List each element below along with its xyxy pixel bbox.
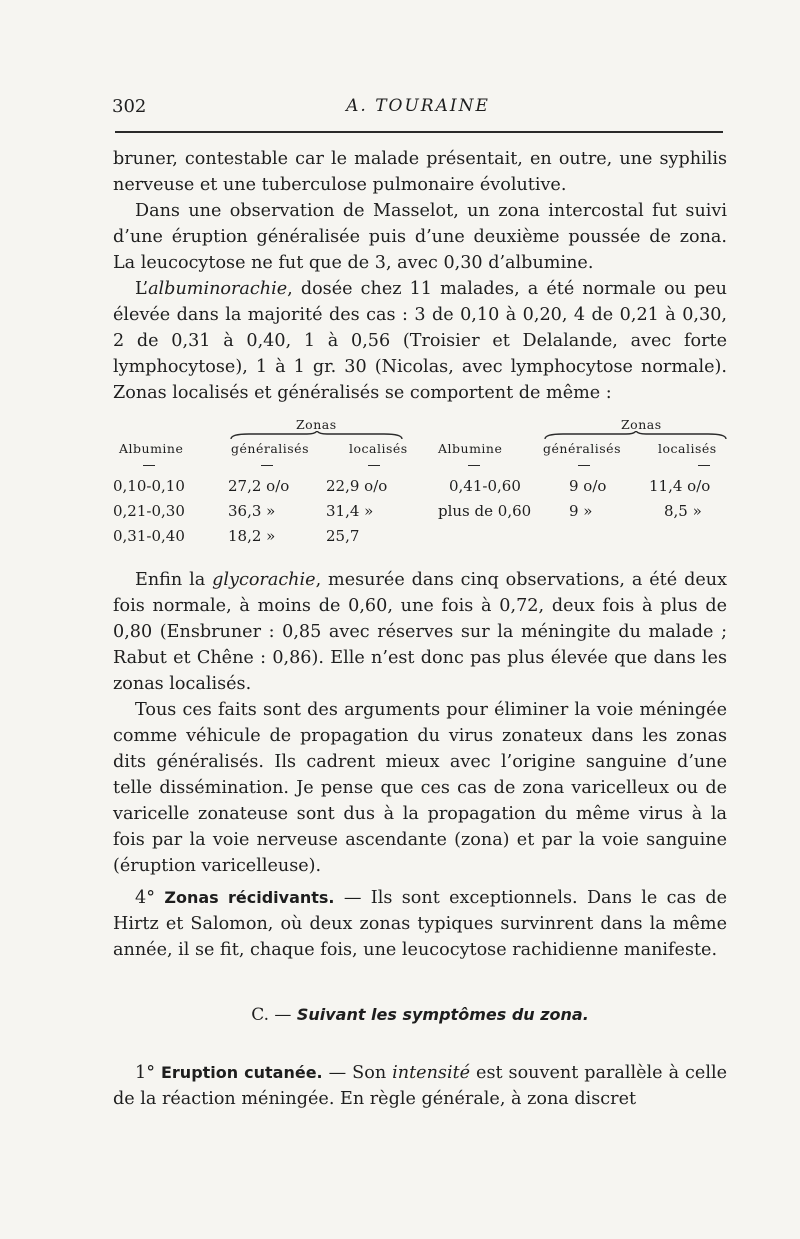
term-albuminorachie: albuminorachie bbox=[148, 279, 288, 299]
left-col-albumine: Albumine bbox=[119, 441, 184, 456]
paragraph-albuminorachie bbox=[113, 276, 727, 406]
para7-number: 1° bbox=[135, 1063, 155, 1083]
paragraph-zonas-recidivants bbox=[113, 885, 727, 963]
para3-prefix: L’ bbox=[135, 279, 149, 299]
right-col-generalises: généralisés bbox=[543, 441, 621, 456]
heading-zonas-recidivants: Zonas récidivants. bbox=[164, 888, 335, 907]
paragraph-continuation bbox=[113, 146, 727, 198]
left-row-2-albumine: 0,21-0,30 bbox=[113, 502, 185, 520]
left-row-1-albumine: 0,10-0,10 bbox=[113, 477, 185, 495]
page-header bbox=[112, 96, 724, 126]
right-row-2-albumine: plus de 0,60 bbox=[438, 502, 532, 520]
header-rule bbox=[115, 131, 723, 133]
left-dash bbox=[143, 465, 155, 466]
paragraph-masselot bbox=[113, 198, 727, 276]
left-dash bbox=[368, 465, 380, 466]
para6-text: — Ils sont exceptionnels. Dans le cas de Hirtz et Salomon, où deux zonas typiques survinrent dans la même année, il se fit, chaque fois, une leucocytose rachidienne manifeste. bbox=[113, 888, 728, 960]
right-group-label: Zonas bbox=[621, 417, 662, 432]
left-group-label: Zonas bbox=[296, 417, 337, 432]
right-row-2-loc: 8,5 » bbox=[664, 502, 702, 520]
para7-text: est souvent parallèle à celle de la réaction méningée. En règle générale, à zona discret bbox=[113, 1063, 727, 1109]
left-dash bbox=[261, 465, 273, 466]
left-col-localises: localisés bbox=[349, 441, 408, 456]
right-col-albumine: Albumine bbox=[438, 441, 503, 456]
right-group-brace bbox=[543, 431, 728, 441]
paragraph-conclusion bbox=[113, 697, 727, 879]
right-dash bbox=[578, 465, 590, 466]
para7-mid: — Son bbox=[322, 1063, 393, 1083]
heading-eruption-cutanee: Eruption cutanée. bbox=[160, 1063, 323, 1082]
paragraph-glycorachie bbox=[113, 567, 727, 697]
right-row-1-loc: 11,4 o/o bbox=[649, 477, 711, 495]
left-row-1-loc: 22,9 o/o bbox=[326, 477, 388, 495]
paragraph-eruption bbox=[113, 1060, 727, 1112]
right-col-localises: localisés bbox=[658, 441, 717, 456]
para2-text: Dans une observation de Masselot, un zona intercostal fut suivi d’une éruption généralisée puis d’une deuxième poussée de zona. La leucocytose ne fut que de 3, avec 0,30 d’albumine. bbox=[113, 201, 727, 273]
section-letter: C. — bbox=[251, 1005, 292, 1025]
right-dash bbox=[468, 465, 480, 466]
left-row-3-gen: 18,2 » bbox=[228, 527, 276, 545]
right-row-1-albumine: 0,41-0,60 bbox=[449, 477, 521, 495]
term-glycorachie: glycorachie bbox=[212, 570, 316, 590]
section-title: Suivant les symptômes du zona. bbox=[296, 1005, 589, 1024]
section-heading bbox=[113, 1005, 727, 1025]
left-row-2-loc: 31,4 » bbox=[326, 502, 374, 520]
para6-number: 4° bbox=[135, 888, 155, 908]
para1-text: bruner, contestable car le malade présentait, en outre, une syphilis nerveuse et une tuberculose pulmonaire évolutive. bbox=[113, 149, 727, 195]
left-row-3-loc: 25,7 bbox=[326, 527, 360, 545]
right-row-2-gen: 9 » bbox=[569, 502, 593, 520]
page-number: 302 bbox=[112, 96, 147, 117]
albumine-table bbox=[113, 415, 733, 555]
left-row-2-gen: 36,3 » bbox=[228, 502, 276, 520]
para5-text: Tous ces faits sont des arguments pour éliminer la voie méningée comme véhicule de propagation du virus zonateux dans les zonas dits généralisés. Ils cadrent mieux avec l’origine sanguine d’une telle dissémination. Je pense que ces cas de zona varicelleux ou de varicelle zonateuse sont dus à la propagation du même virus à la fois par la voie nerveuse ascendante (zona) et par la voie sanguine (éruption varicelleuse). bbox=[113, 700, 727, 876]
right-dash bbox=[698, 465, 710, 466]
para4-text: , mesurée dans cinq observations, a été deux fois normale, à moins de 0,60, une fois à 0,72, deux fois à plus de 0,80 (Ensbruner : 0,85 avec réserves sur la méningite du malade ; Rabut et Chêne : 0,86). Elle n’est donc pas plus élevée que dans les zonas localisés. bbox=[113, 570, 727, 694]
right-row-1-gen: 9 o/o bbox=[569, 477, 607, 495]
left-col-generalises: généralisés bbox=[231, 441, 309, 456]
para4-prefix: Enfin la bbox=[135, 570, 213, 590]
left-row-3-albumine: 0,31-0,40 bbox=[113, 527, 185, 545]
left-row-1-gen: 27,2 o/o bbox=[228, 477, 290, 495]
running-head: A. TOURAINE bbox=[346, 96, 490, 116]
para3-text: , dosée chez 11 malades, a été normale ou peu élevée dans la majorité des cas : 3 de 0,10 à 0,20, 4 de 0,21 à 0,30, 2 de 0,31 à 0,40, 1 à 0,56 (Troisier et Delalande, avec forte lymphocytose), 1 à 1 gr. 30 (Nicolas, avec lymphocytose normale). Zonas localisés et généralisés se comportent de même : bbox=[113, 279, 727, 403]
left-group-brace bbox=[229, 431, 404, 441]
term-intensite: intensité bbox=[392, 1063, 471, 1083]
